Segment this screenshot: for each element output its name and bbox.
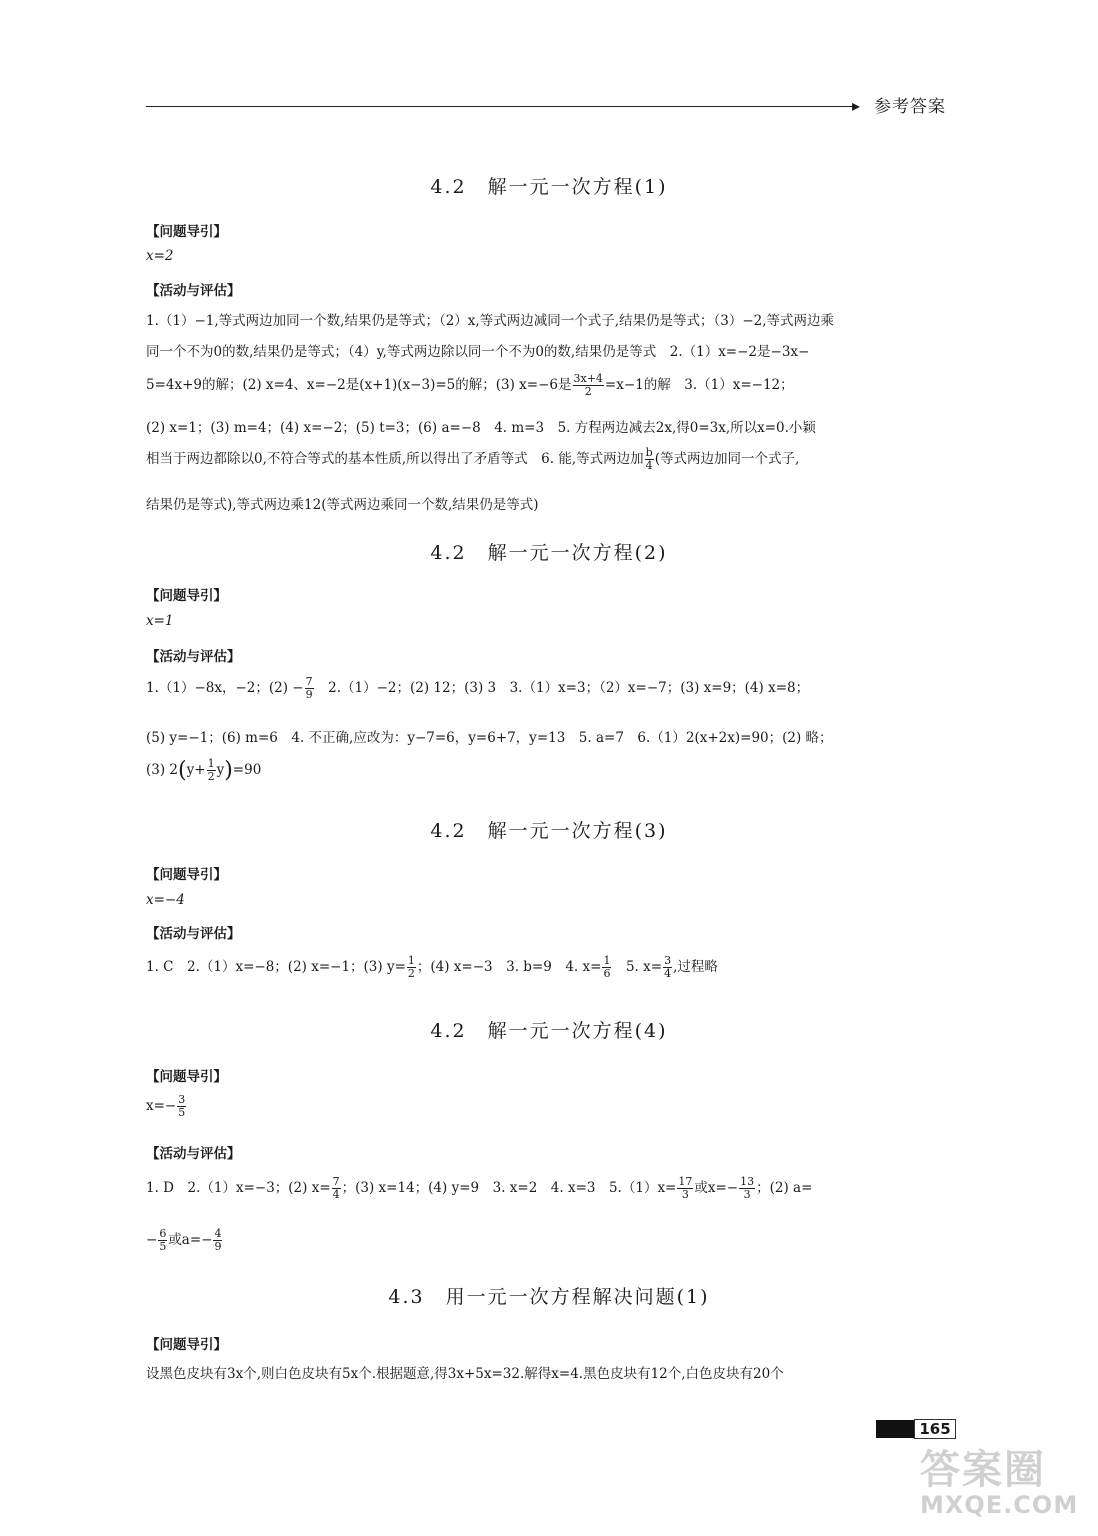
guide-label: 【问题导引】 [146, 1337, 227, 1353]
answer-line: 相当于两边都除以0,不符合等式的基本性质,所以得出了矛盾等式 6. 能,等式两边加 $\frac{b}{4}$ (等式两边加同一个式子, [146, 446, 800, 472]
fraction: $\frac{6}{5}$ [159, 1227, 167, 1253]
fraction: $\frac{17}{3}$ [678, 1175, 693, 1201]
answer-line: (3) 2(y+ $\frac{1}{2}$ y)=90 [146, 757, 262, 783]
fraction: $\frac{1}{6}$ [603, 954, 611, 980]
guide-label: 【问题导引】 [146, 867, 227, 883]
fraction: $\frac{7}{9}$ [305, 675, 313, 701]
page-number-bar [876, 1420, 914, 1438]
fraction: $\frac{3}{5}$ [178, 1093, 186, 1119]
fraction: $\frac{3x+4}{2}$ [573, 372, 603, 398]
answer-line: (5) y=−1；(6) m=6 4. 不正确,应改为：y−7=6，y=6+7，y=13 5. a=7 6.（1）2(x+2x)=90；(2) 略； [146, 730, 833, 746]
watermark-url: MXQE.COM [920, 1491, 1079, 1519]
arrow-right-icon: ▸ [852, 96, 861, 115]
guide-answer: 设黑色皮块有3x个,则白色皮块有5x个.根据题意,得3x+5x=32.解得x=4.黑色皮块有12个,白色皮块有20个 [146, 1366, 784, 1382]
fraction: $\frac{1}{2}$ [407, 954, 415, 980]
guide-label: 【问题导引】 [146, 588, 227, 604]
fraction: $\frac{b}{4}$ [645, 446, 653, 472]
section-title: 4.3 用一元一次方程解决问题(1) [388, 1286, 710, 1308]
answer-line: 1.（1）−8x，−2；(2) − $\frac{7}{9}$ 2.（1）−2；(2) 12；(3) 3 3.（1）x=3；（2）x=−7；(3) x=9；(4) x=8； [146, 675, 810, 701]
answer-line: 5=4x+9的解；(2) x=4、x=−2是(x+1)(x−3)=5的解；(3) x=−6是 $\frac{3x+4}{2}$ =x−1的解 3.（1）x=−12； [146, 372, 794, 398]
header-title: 参考答案 [874, 97, 946, 117]
section-title: 4.2 解一元一次方程(2) [430, 542, 668, 564]
guide-answer: x=2 [146, 248, 174, 264]
answer-line: 1.（1）−1,等式两边加同一个数,结果仍是等式；（2）x,等式两边减同一个式子,结果仍是等式；（3）−2,等式两边乘 [146, 313, 835, 329]
fraction: $\frac{13}{3}$ [740, 1175, 755, 1201]
fraction: $\frac{7}{4}$ [332, 1175, 340, 1201]
answer-line: 1. C 2.（1）x=−8；(2) x=−1；(3) y= $\frac{1}{2}$ ；(4) x=−3 3. b=9 4. x= $\frac{1}{6}$ 5. x= $\frac{3}{4}$ ,过程略 [146, 954, 718, 980]
answer-line: (2) x=1；(3) m=4；(4) x=−2；(5) t=3；(6) a=−8 4. m=3 5. 方程两边减去2x,得0=3x,所以x=0.小颖 [146, 420, 816, 436]
header-rule [146, 106, 858, 107]
fraction: $\frac{4}{9}$ [214, 1227, 222, 1253]
guide-answer: x=−4 [146, 892, 185, 908]
guide-label: 【问题导引】 [146, 224, 227, 240]
activity-label: 【活动与评估】 [146, 649, 241, 665]
section-title: 4.2 解一元一次方程(1) [430, 176, 668, 198]
activity-label: 【活动与评估】 [146, 1146, 241, 1162]
answer-line: 1. D 2.（1）x=−3；(2) x= $\frac{7}{4}$ ；(3) x=14；(4) y=9 3. x=2 4. x=3 5.（1）x= $\frac{17}{3}$ 或x=− $\frac{13}{3}$ ；(2) a= [146, 1175, 813, 1201]
fraction: $\frac{3}{4}$ [664, 954, 672, 980]
guide-answer: x=− $\frac{3}{5}$ [146, 1093, 186, 1119]
guide-answer: x=1 [146, 613, 174, 629]
answer-line: 同一个不为0的数,结果仍是等式；（4）y,等式两边除以同一个不为0的数,结果仍是等式 2.（1）x=−2是−3x− [146, 344, 810, 360]
guide-label: 【问题导引】 [146, 1069, 227, 1085]
answer-line: 结果仍是等式),等式两边乘12(等式两边乘同一个数,结果仍是等式) [146, 497, 539, 513]
section-title: 4.2 解一元一次方程(4) [430, 1020, 668, 1042]
section-title: 4.2 解一元一次方程(3) [430, 820, 668, 842]
watermark-text: 答案圈 [920, 1447, 1046, 1493]
answer-line: − $\frac{6}{5}$ 或a=− $\frac{4}{9}$ [146, 1227, 222, 1253]
activity-label: 【活动与评估】 [146, 926, 241, 942]
watermark [920, 1448, 1090, 1528]
fraction: $\frac{1}{2}$ [207, 757, 215, 783]
page-number: 165 [914, 1419, 956, 1439]
activity-label: 【活动与评估】 [146, 283, 241, 299]
